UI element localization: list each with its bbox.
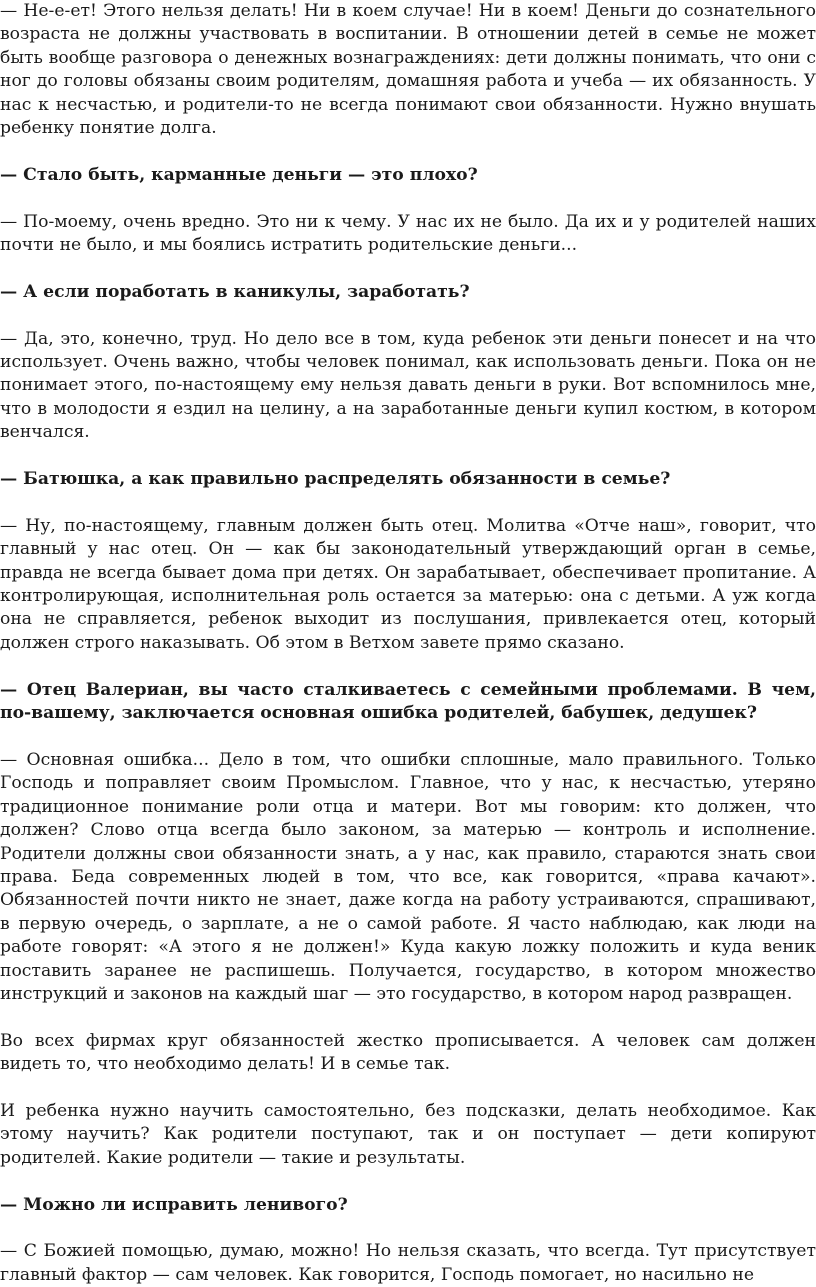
question-paragraph-3: — Батюшка, а как правильно распределять обязанности в семье? (0, 469, 671, 490)
answer-paragraph-2: — По-моему, очень вредно. Это ни к чему. У нас их не было. Да их и у родителей наших почти не было, и мы боялись истратить родительские деньги... (0, 211, 816, 256)
answer-paragraph-4: — Ну, по-настоящему, главным должен быть отец. Молитва «Отче наш», говорит, что главный у нас отец. Он — как бы законодательный утверждающий орган в семье, правда не всегда бывает дома при детях. Он зарабатывает, обеспечивает пропитание. А контролирующая, исполнительная роль остается за матерью: она с детьми. А уж когда она не справляется, ребенок выходит из послушания, привлекается отец, который должен строго наказывать. Об этом в Ветхом завете прямо сказано. (0, 515, 816, 653)
question-paragraph-4: — Отец Валериан, вы часто сталкиваетесь с семейными проблемами. В чем, по-вашему, заключается основная ошибка родителей, бабушек, дедушек? (0, 679, 816, 724)
paragraph-gap (0, 257, 816, 280)
answer-paragraph-7: И ребенка нужно научить самостоятельно, без подсказки, делать необходимое. Как этому научить? Как родители поступают, так и он поступает — дети копируют родителей. Какие родители — такие и результаты. (0, 1100, 816, 1168)
paragraph-gap (0, 1217, 816, 1240)
paragraph-gap (0, 1170, 816, 1193)
question-paragraph-1: — Стало быть, карманные деньги — это плохо? (0, 164, 478, 185)
answer-paragraph-1: — Не-е-ет! Этого нельзя делать! Ни в коем случае! Ни в коем! Деньги до сознательного возраста не должны участвовать в воспитании. В отношении детей в семье не может быть вообще разговора о денежных вознаграждениях: дети должны понимать, что они с ног до головы обязаны своим родителям, домашняя работа и учеба — их обязанность. У нас к несчастью, и родители-то не всегда понимают свои обязанности. Нужно внушать ребенку понятие долга. (0, 1, 816, 139)
paragraph-gap (0, 1077, 816, 1100)
paragraph-gap (0, 140, 816, 163)
question-paragraph-5: — Можно ли исправить ленивого? (0, 1194, 348, 1215)
answer-paragraph-6: Во всех фирмах круг обязанностей жестко прописывается. А человек сам должен видеть то, что необходимо делать! И в семье так. (0, 1030, 816, 1075)
paragraph-gap (0, 445, 816, 468)
answer-paragraph-8: — С Божией помощью, думаю, можно! Но нельзя сказать, что всегда. Тут присутствует главный фактор — сам человек. Как говорится, Господь помогает, но насильно не (0, 1241, 816, 1285)
answer-paragraph-5: — Основная ошибка... Дело в том, что ошибки сплошные, мало правильного. Только Господь и поправляет своим Промыслом. Главное, что у нас, к несчастью, утеряно традиционное понимание роли отца и матери. Вот мы говорим: кто должен, что должен? Слово отца всегда было законом, за матерью — контроль и исполнение. Родители должны свои обязанности знать, а у нас, как правило, стараются знать свои права. Беда современных людей в том, что все, как говорится, «права качают». Обязанностей почти никто не знает, даже когда на работу устраиваются, спрашивают, в первую очередь, о зарплате, а не о самой работе. Я часто наблюдаю, как люди на работе говорят: «А этого я не должен!» Куда какую ложку положить и куда веник поставить заранее не распишешь. Получается, государство, в котором множество инструкций и законов на каждый шаг — это государство, в котором народ развращен. (0, 749, 816, 1004)
answer-paragraph-3: — Да, это, конечно, труд. Но дело все в том, куда ребенок эти деньги понесет и на что использует. Очень важно, чтобы человек понимал, как использовать деньги. Пока он не понимает этого, по-настоящему ему нельзя давать деньги в руки. Вот вспомнилось мне, что в молодости я ездил на целину, а на заработанные деньги купил костюм, в котором венчался. (0, 328, 816, 443)
paragraph-gap (0, 187, 816, 210)
paragraph-gap (0, 655, 816, 678)
paragraph-gap (0, 491, 816, 514)
paragraph-gap (0, 304, 816, 327)
paragraph-gap (0, 1006, 816, 1029)
question-paragraph-2: — А если поработать в каникулы, заработать? (0, 281, 470, 302)
paragraph-gap (0, 725, 816, 748)
